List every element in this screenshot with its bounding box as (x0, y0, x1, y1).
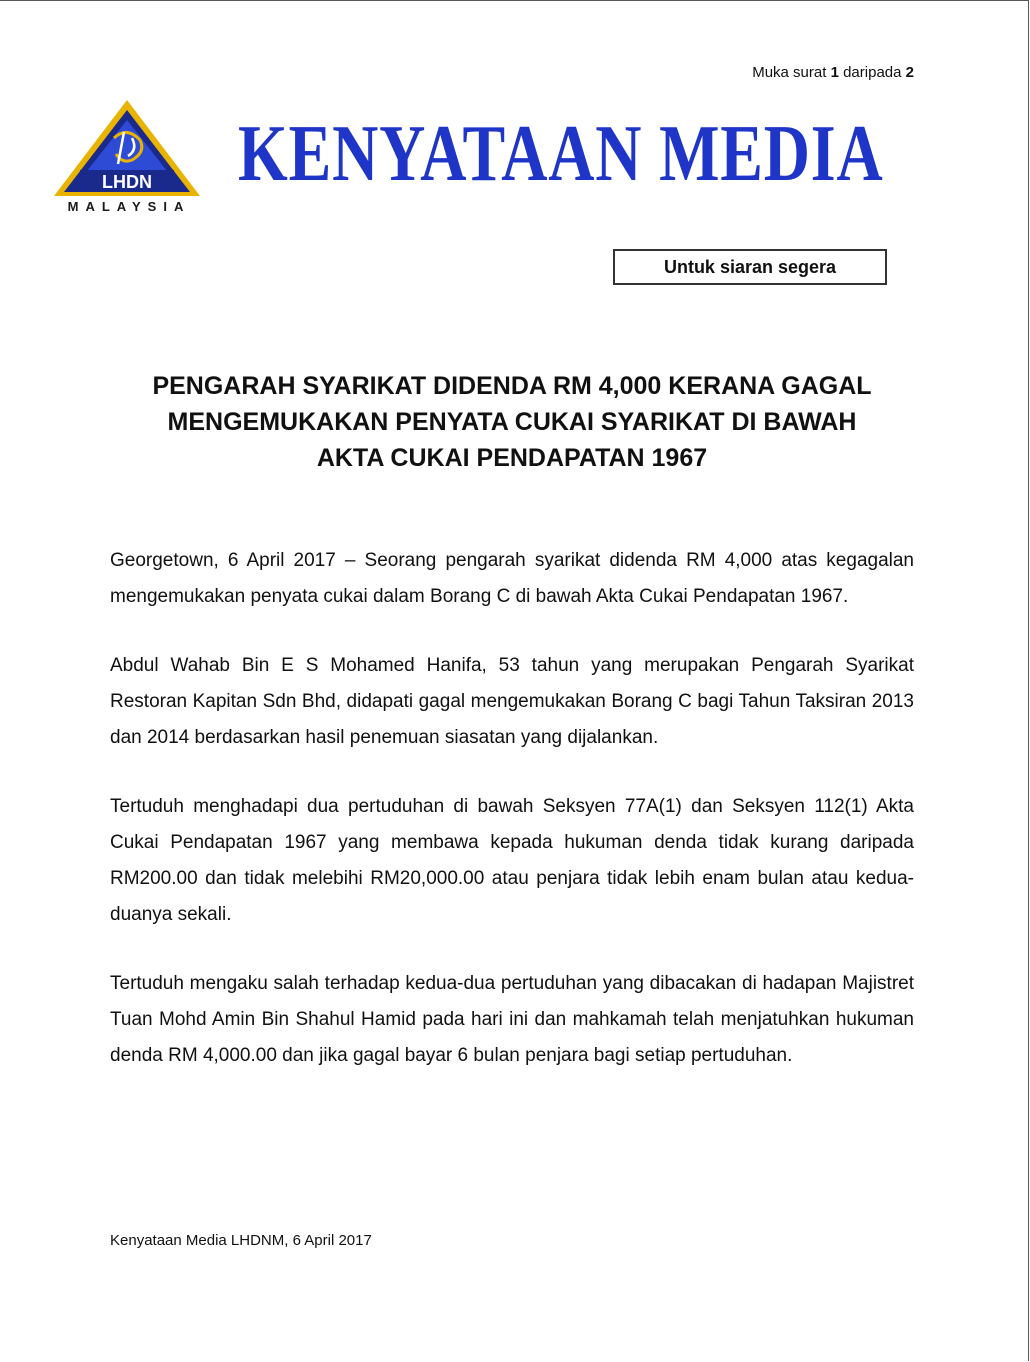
lhdn-logo (52, 98, 202, 218)
headline-line: AKTA CUKAI PENDAPATAN 1967 (316, 444, 708, 472)
paragraph: Tertuduh menghadapi dua pertuduhan di bawah Seksyen 77A(1) dan Seksyen 112(1) Akta Cukai Pendapatan 1967 yang membawa kepada hukuman denda tidak kurang daripada RM200.00 dan tidak melebihi RM20,000.00 atau penjara tidak lebih enam bulan atau kedua-duanya sekali. (110, 796, 914, 925)
article-body (110, 543, 914, 1107)
headline-line: PENGARAH SYARIKAT DIDENDA RM 4,000 KERANA GAGAL (152, 372, 872, 400)
paragraph: Georgetown, 6 April 2017 – Seorang pengarah syarikat didenda RM 4,000 atas kegagalan mengemukakan penyata cukai dalam Borang C di bawah Akta Cukai Pendapatan 1967. (110, 550, 914, 607)
page-total: 2 (905, 64, 914, 81)
headline-line: MENGEMUKAKAN PENYATA CUKAI SYARIKAT DI BAWAH (167, 408, 857, 436)
masthead-title: KENYATAAN MEDIA (238, 110, 884, 198)
footer-note: Kenyataan Media LHDNM, 6 April 2017 (110, 1232, 372, 1249)
paragraph: Tertuduh mengaku salah terhadap kedua-dua pertuduhan yang dibacakan di hadapan Majistret Tuan Mohd Amin Bin Shahul Hamid pada hari ini dan mahkamah telah menjatuhkan hukuman denda RM 4,000.00 dan jika gagal bayar 6 bulan penjara bagi setiap pertuduhan. (110, 973, 914, 1066)
page-counter-prefix: Muka surat (752, 64, 827, 81)
paragraph: Abdul Wahab Bin E S Mohamed Hanifa, 53 tahun yang merupakan Pengarah Syarikat Restoran Kapitan Sdn Bhd, didapati gagal mengemukakan Borang C bagi Tahun Taksiran 2013 dan 2014 berdasarkan hasil penemuan siasatan yang dijalankan. (110, 655, 914, 748)
page-counter-middle: daripada (843, 64, 902, 81)
page-counter (752, 64, 914, 81)
logo-acronym: LHDN (102, 172, 152, 192)
logo-country: MALAYSIA (67, 199, 191, 214)
lhdn-emblem-icon (52, 98, 202, 198)
headline (110, 368, 914, 476)
page-current: 1 (830, 64, 839, 81)
release-label: Untuk siaran segera (613, 249, 887, 285)
